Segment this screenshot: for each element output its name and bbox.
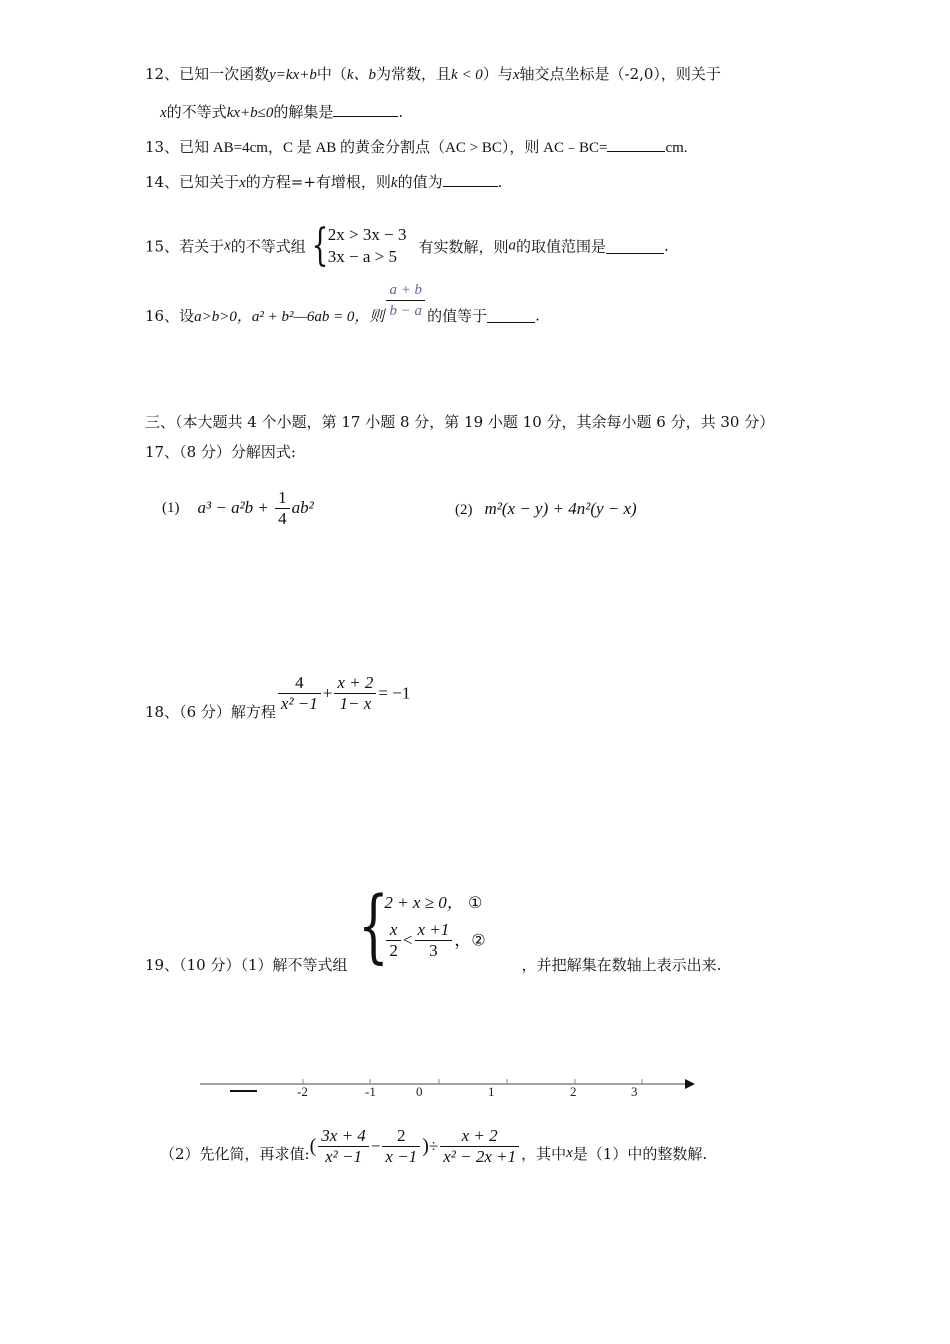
fraction: $\frac{1}{4}$: [275, 488, 290, 529]
circled-one: ①: [468, 893, 483, 912]
fraction: $\frac{3x + 4}{\text{x² −1}}$: [318, 1126, 369, 1167]
answer-blank[interactable]: [487, 308, 535, 323]
tick-label: -2: [297, 1084, 308, 1099]
answer-blank[interactable]: [606, 239, 664, 254]
tick-label: 1: [488, 1084, 495, 1099]
question-16: 16、设a>b>0，a² + b²—6ab = 0，则 $\frac{a + b}{b - a}$ 的值等于 .: [145, 282, 540, 325]
question-14: 14、已知关于x的方程=+有增根，则k的值为 .: [145, 173, 503, 191]
fraction: $\frac{a + b}{b - a}$: [386, 280, 425, 321]
q12-number: 12、: [145, 65, 180, 83]
fraction: $\frac{4}{\text{x² −1}}$: [278, 673, 321, 714]
question-18: 18、（6 分）解方程 $\frac{4}{\text{x² −1}}$ + $\frac{x + 2}{1- x}$ = −1: [145, 673, 411, 721]
arrow-head-icon: [685, 1079, 695, 1089]
question-15: 15、若关于x的不等式组 { 2x > 3x − 3 3x − a > 5 有实数解，则a的取值范围是 .: [145, 220, 669, 271]
tick-label: 3: [631, 1084, 638, 1099]
question-12-line-2: x的不等式kx+b≤0的解集是 .: [160, 103, 404, 121]
fraction: $\frac{x}{2}$: [386, 920, 401, 961]
fraction: $\frac{2}{x -1}$: [382, 1126, 420, 1167]
inequality-system: 2 + x ≥ 0， ① $\frac{x}{2}$ < $\frac{x +1}{3}$ ，②: [384, 893, 486, 960]
q17-part-1: (1) a³ − a²b + $\frac{1}{4}$ ab²: [162, 487, 314, 528]
answer-blank[interactable]: [333, 102, 398, 117]
question-19-part-1: 19、（10 分）（1）解不等式组 { 2 + x ≥ 0， ① $\frac{x}{2}$ < $\frac{x +1}{3}$ ，② ，并把解集在数轴上表示出来.: [145, 878, 722, 974]
tick-label: 2: [570, 1084, 577, 1099]
q17-part-2: (2) m²(x − y) + 4n²(y − x): [455, 499, 637, 518]
answer-blank[interactable]: [607, 137, 665, 152]
number-line: [195, 1072, 705, 1106]
tick-label: 0: [416, 1084, 423, 1099]
question-13: 13、已知 AB=4cm，C 是 AB 的黄金分割点（AC > BC），则 AC﹣BC= cm.: [145, 138, 688, 156]
left-brace: {: [357, 878, 389, 972]
circled-two: ②: [471, 930, 486, 950]
question-12-line-1: 12、已知一次函数y=kx+b中（k、b为常数，且k < 0）与x轴交点坐标是（-2,0），则关于: [145, 65, 721, 83]
tick-label: -1: [365, 1084, 376, 1099]
fraction: $\frac{x +1}{3}$: [415, 920, 453, 961]
question-19-part-2: （2）先化简，再求值:( $\frac{3x + 4}{\text{x² −1}}$ − $\frac{2}{x -1}$ )÷ $\frac{x + 2}{\text{x² − 2x +1}}$ ，其中x是（1）中的整数解.: [160, 1126, 708, 1166]
question-17-heading: 17、（8 分）分解因式:: [145, 443, 296, 461]
left-brace: {: [311, 220, 329, 271]
inequality-system: 2x > 3x − 3 3x − a > 5: [327, 225, 407, 266]
fraction: $\frac{x + 2}{\text{x² − 2x +1}}$: [440, 1126, 519, 1167]
fraction: $\frac{x + 2}{1- x}$: [334, 673, 376, 714]
answer-blank[interactable]: [443, 172, 498, 187]
section-3-heading: 三、（本大题共 4 个小题，第 17 小题 8 分，第 19 小题 10 分，其余每小题 6 分，共 30 分）: [145, 413, 775, 431]
number-line-ticks: [303, 1079, 642, 1084]
